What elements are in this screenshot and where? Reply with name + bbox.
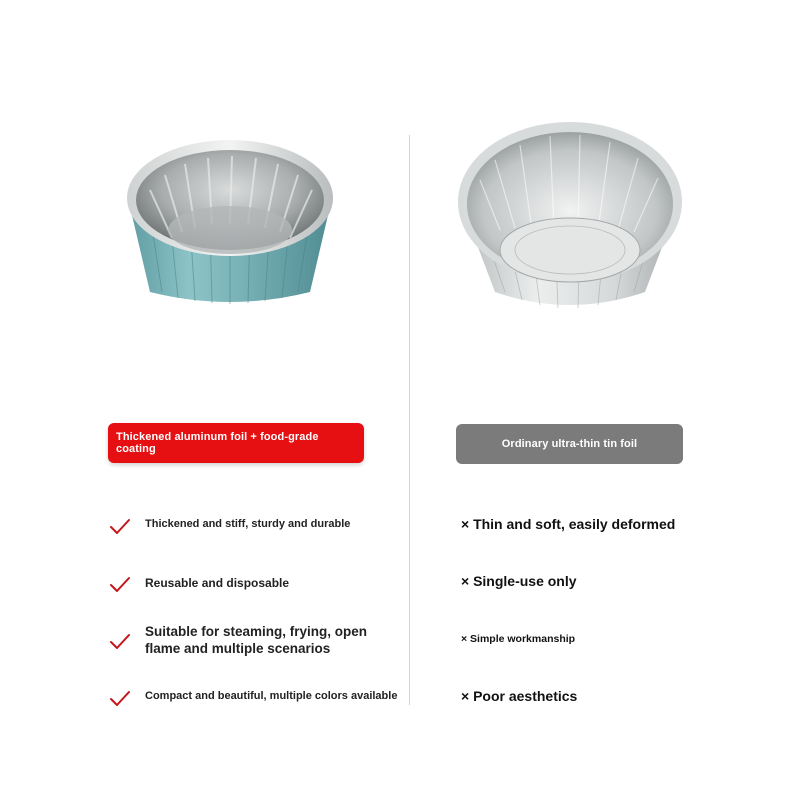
advantage-item: Reusable and disposable [145,576,290,590]
check-mark-icon [108,514,132,538]
check-mark-icon [108,686,132,710]
coated-foil-cup-image [110,120,350,320]
disadvantage-item: × Thin and soft, easily deformed [461,516,676,532]
thin-tin-foil-cup-image [450,110,690,325]
check-mark-icon [108,572,132,596]
check-mark-icon [108,629,132,653]
advantage-item: Thickened and stiff, sturdy and durable [145,518,351,530]
coated-foil-label: Thickened aluminum foil + food-grade coating [108,423,364,463]
advantage-item: Suitable for steaming, frying, open flame and multiple scenarios [145,624,368,656]
column-divider [409,135,410,705]
advantage-item: Compact and beautiful, multiple colors available [145,690,398,702]
disadvantage-item: × Simple workmanship [461,633,576,645]
disadvantage-item: × Single-use only [461,573,577,589]
ordinary-foil-label: Ordinary ultra-thin tin foil [456,424,683,464]
disadvantage-item: × Poor aesthetics [461,688,578,704]
